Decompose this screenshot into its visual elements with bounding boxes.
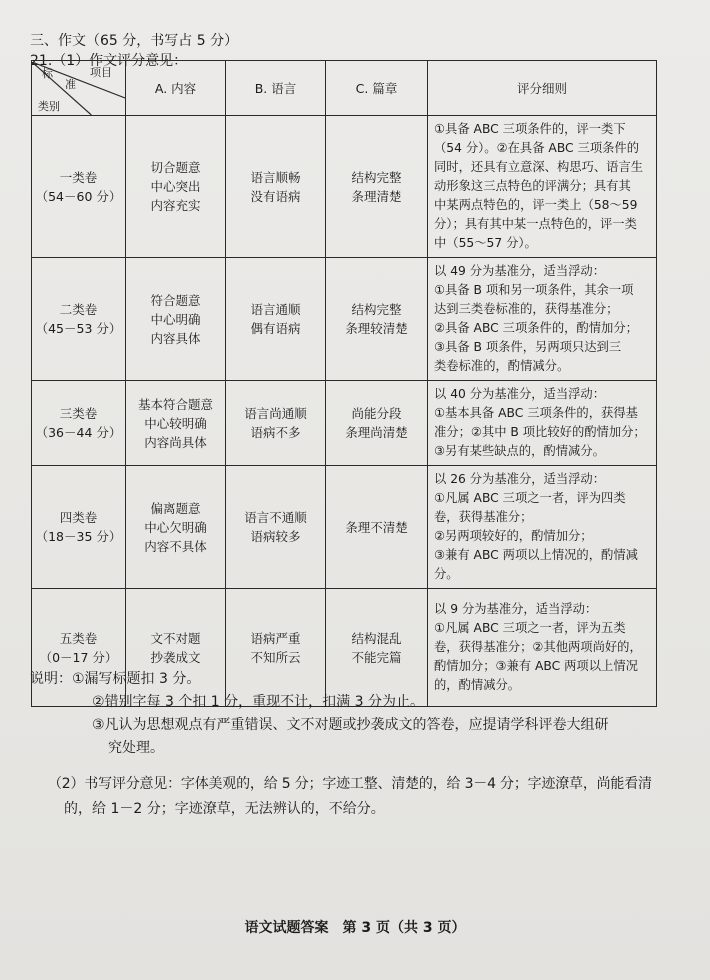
detail-line: 卷，获得基准分； — [434, 510, 533, 524]
content-line: 中心突出 — [150, 179, 201, 194]
table-row — [32, 381, 657, 466]
category-name: 一类卷 — [59, 169, 98, 185]
content-cell — [126, 381, 226, 466]
language-line: 不知所云 — [250, 649, 301, 665]
structure-line: 条理较清楚 — [345, 321, 408, 336]
detail-line: ②具备 ABC 三项条件的，酌情加分； — [434, 321, 638, 335]
detail-line: 卷，获得基准分；②其他两项尚好的， — [434, 640, 642, 654]
category-name: 三类卷 — [59, 406, 98, 421]
content-line: 基本符合题意 — [137, 396, 213, 412]
question-title: 21.（1）作文评分意见： — [30, 53, 188, 69]
content-line: 偏离题意 — [150, 500, 201, 516]
structure-line: 结构混乱 — [351, 630, 402, 646]
detail-line: （54 分）。②在具备 ABC 三项条件的 — [434, 141, 640, 155]
handwriting-line: （2）书写评分意见：字体美观的，给 5 分；字迹工整、清楚的，给 3－4 分；字迹潦草，尚能看清 — [48, 776, 652, 792]
notes-section — [30, 668, 680, 760]
category-cell — [32, 116, 126, 258]
category-range: （54－60 分） — [35, 188, 122, 204]
detail-line: 准分；②其中 B 项比较好的酌情加分； — [434, 425, 646, 439]
corner-label-zhun: 准 — [65, 77, 76, 91]
content-line: 内容不具体 — [144, 538, 207, 554]
structure-line: 尚能分段 — [351, 406, 402, 421]
detail-line: 以 49 分为基准分，适当浮动： — [434, 264, 606, 278]
category-cell — [32, 258, 126, 381]
structure-line: 条理不清楚 — [345, 519, 408, 535]
header-structure: C. 篇章 — [326, 61, 428, 116]
language-cell — [226, 381, 326, 466]
category-range: （36－44 分） — [35, 425, 122, 440]
note-item: ①漏写标题扣 3 分。 — [72, 671, 201, 687]
detail-line: ①凡属 ABC 三项之一者，评为四类 — [434, 491, 626, 505]
detail-line: 同时，还具有立意深、构思巧、语言生 — [434, 160, 644, 174]
detail-line: 的，酌情减分。 — [434, 678, 521, 692]
corner-cell — [32, 61, 126, 116]
corner-label-item: 项目 — [90, 65, 112, 79]
detail-line: 中（55～57 分）。 — [434, 236, 537, 250]
note-item: ②错别字每 3 个扣 1 分，重现不计，扣满 3 分为止。 — [92, 694, 424, 710]
language-line: 偶有语病 — [250, 321, 301, 336]
category-name: 四类卷 — [59, 510, 98, 525]
structure-line: 条理尚清楚 — [345, 425, 408, 440]
header-language: B. 语言 — [226, 61, 326, 116]
detail-line: 以 40 分为基准分，适当浮动： — [434, 387, 606, 401]
handwriting-criteria — [30, 772, 680, 822]
details-cell — [428, 466, 657, 589]
language-line: 语病不多 — [250, 425, 301, 440]
category-name: 二类卷 — [59, 302, 98, 317]
category-range: （45－53 分） — [35, 321, 122, 336]
language-line: 语言不通顺 — [244, 510, 307, 525]
page-footer: 语文试题答案 第 3 页（共 3 页） — [244, 920, 466, 936]
notes-label: 说明： — [30, 671, 72, 687]
language-cell — [226, 116, 326, 258]
detail-line: ③兼有 ABC 两项以上情况的，酌情减 — [434, 548, 638, 562]
content-line: 符合题意 — [150, 292, 201, 308]
content-line: 中心欠明确 — [144, 519, 207, 535]
detail-line: 动形象这三点特色的评满分；具有其 — [434, 179, 631, 193]
detail-line: 分）；具有其中某一点特色的，评一类 — [434, 217, 637, 231]
header-content: A. 内容 — [126, 61, 226, 116]
note-row — [30, 668, 680, 691]
content-line: 中心明确 — [150, 311, 201, 327]
detail-line: ①具备 B 项和另一项条件，其余一项 — [434, 283, 634, 297]
handwriting-line: 的，给 1－2 分；字迹潦草，无法辨认的，不给分。 — [64, 801, 385, 817]
detail-line: ①具备 ABC 三项条件的，评一类下 — [434, 122, 626, 136]
content-line: 内容充实 — [150, 198, 201, 213]
detail-line: 达到三类卷标准的，获得基准分； — [434, 302, 619, 316]
content-cell — [126, 116, 226, 258]
details-cell — [428, 116, 657, 258]
details-cell — [428, 381, 657, 466]
structure-cell — [326, 258, 428, 381]
language-line: 语病较多 — [250, 529, 301, 544]
structure-cell — [326, 466, 428, 589]
detail-line: ①基本具备 ABC 三项条件的，获得基 — [434, 406, 638, 420]
detail-line: 中某两点特色的，评一类上（58～59 — [434, 198, 638, 212]
language-line: 语言顺畅 — [250, 169, 301, 185]
detail-line: 类卷标准的，酌情减分。 — [434, 359, 570, 373]
language-line: 语言尚通顺 — [244, 406, 307, 421]
grading-table — [31, 60, 657, 707]
detail-line: 分。 — [434, 567, 459, 581]
section-title: 三、作文（65 分，书写占 5 分） — [30, 33, 239, 49]
note-item: ③凡认为思想观点有严重错误、文不对题或抄袭成文的答卷，应提请学科评卷大组研 — [92, 717, 609, 733]
language-cell — [226, 258, 326, 381]
content-line: 中心较明确 — [144, 415, 207, 431]
content-line: 抄袭成文 — [150, 649, 201, 665]
corner-label-biao: 标 — [42, 66, 53, 80]
category-range: （0－17 分） — [39, 649, 118, 665]
detail-line: ①凡属 ABC 三项之一者，评为五类 — [434, 621, 626, 635]
content-line: 内容具体 — [150, 330, 201, 346]
category-cell — [32, 381, 126, 466]
detail-line: 以 9 分为基准分，适当浮动： — [434, 602, 598, 616]
detail-line: 酌情加分；③兼有 ABC 两项以上情况 — [434, 659, 638, 673]
category-name: 五类卷 — [59, 630, 98, 646]
structure-line: 结构完整 — [351, 302, 402, 317]
structure-cell — [326, 381, 428, 466]
table-row — [32, 116, 657, 258]
corner-label-category: 类别 — [38, 99, 60, 113]
content-cell — [126, 466, 226, 589]
content-cell — [126, 258, 226, 381]
content-line: 文不对题 — [150, 630, 201, 646]
content-line: 切合题意 — [150, 160, 201, 175]
language-line: 语言通顺 — [250, 302, 301, 317]
table-row — [32, 258, 657, 381]
details-cell — [428, 258, 657, 381]
note-item: 究处理。 — [108, 740, 164, 756]
language-cell — [226, 466, 326, 589]
detail-line: ③具备 B 项条件，另两项只达到三 — [434, 340, 622, 354]
header-details: 评分细则 — [428, 61, 657, 116]
table-row — [32, 466, 657, 589]
content-line: 内容尚具体 — [144, 434, 207, 450]
detail-line: 以 26 分为基准分，适当浮动： — [434, 472, 606, 486]
structure-line: 不能完篇 — [351, 649, 402, 665]
category-range: （18－35 分） — [35, 529, 122, 544]
detail-line: ②另两项较好的，酌情加分； — [434, 529, 593, 543]
detail-line: ③另有某些缺点的，酌情减分。 — [434, 444, 605, 458]
structure-cell — [326, 116, 428, 258]
table-header-row — [32, 61, 657, 116]
structure-line: 条理清楚 — [351, 188, 402, 204]
language-line: 没有语病 — [250, 188, 301, 204]
structure-line: 结构完整 — [351, 169, 402, 185]
language-line: 语病严重 — [250, 630, 301, 646]
category-cell — [32, 466, 126, 589]
